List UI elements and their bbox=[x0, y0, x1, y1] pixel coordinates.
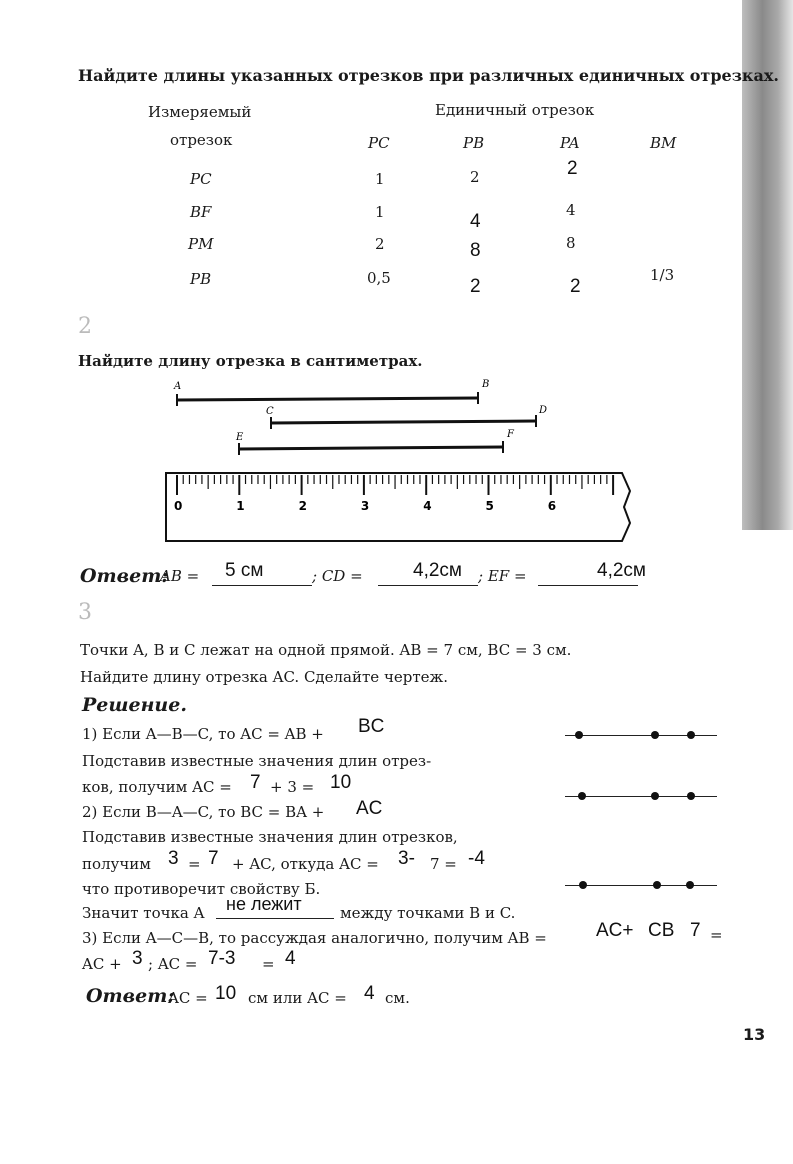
ans-text-a: AC = bbox=[168, 989, 208, 1007]
task3-number: 3 bbox=[78, 600, 92, 625]
s6-text-c: + AC, откуда AC = bbox=[232, 855, 379, 873]
s1-text: 1) Если A—B—C, то AC = AB + bbox=[82, 725, 324, 743]
ruler-number: 5 bbox=[485, 499, 494, 513]
row-name: PB bbox=[190, 270, 212, 288]
label-f: F bbox=[507, 429, 514, 440]
ruler-number: 3 bbox=[360, 499, 370, 513]
s3-text-a: ков, получим AC = bbox=[82, 778, 232, 796]
unit-header-pb: PB bbox=[463, 134, 485, 152]
cell: 1 bbox=[375, 170, 385, 188]
s7-text: что противоречит свойству Б. bbox=[82, 880, 321, 898]
s4-text: 2) Если B—A—C, то BC = BA + bbox=[82, 803, 325, 821]
s10-text-b: ; AC = bbox=[148, 955, 198, 973]
task3-line2: Найдите длину отрезка AC. Сделайте чертеж. bbox=[80, 668, 449, 686]
ruler-number: 1 bbox=[236, 499, 245, 513]
row-name: BF bbox=[190, 203, 212, 221]
segment-cd bbox=[271, 415, 536, 429]
ans-fill1: 10 bbox=[215, 983, 237, 1004]
label-a: A bbox=[174, 381, 182, 392]
ruler-number: 6 bbox=[547, 499, 557, 513]
s10-text-a: AC + bbox=[82, 955, 122, 973]
s6-text-a: получим bbox=[82, 855, 151, 873]
col-unit-header: Единичный отрезок bbox=[435, 101, 595, 119]
label-d: D bbox=[539, 405, 548, 416]
ruler-figure bbox=[160, 375, 640, 555]
ef-label: ; EF = bbox=[478, 567, 527, 585]
ans-text-c: см. bbox=[385, 989, 410, 1007]
cell: 0,5 bbox=[367, 269, 391, 287]
unit-header-pc: PC bbox=[368, 134, 390, 152]
s10-fill3: 4 bbox=[285, 948, 296, 969]
label-c: C bbox=[266, 406, 274, 417]
handwritten-cell: 2 bbox=[570, 276, 581, 297]
cell: 2 bbox=[470, 168, 480, 186]
cell: 2 bbox=[375, 235, 385, 253]
cd-label: ; CD = bbox=[312, 567, 363, 585]
cell: 8 bbox=[566, 234, 576, 252]
s6-fill3: 3- bbox=[398, 848, 415, 869]
ans-text-b: см или AC = bbox=[248, 989, 347, 1007]
ab-label: AB = bbox=[160, 567, 200, 585]
diagram2-point bbox=[651, 792, 659, 800]
s6-fill1: 3 bbox=[168, 848, 179, 869]
s9-fill3: 7 bbox=[690, 920, 701, 941]
page-number: 13 bbox=[743, 1025, 766, 1044]
row-name: PM bbox=[188, 235, 214, 253]
s10-fill2: 7-3 bbox=[208, 948, 236, 969]
s3-fill2: 10 bbox=[330, 772, 352, 793]
s9-fill2: CB bbox=[648, 920, 675, 941]
task2-number: 2 bbox=[78, 314, 92, 339]
cell: 1 bbox=[375, 203, 385, 221]
cell: 1/3 bbox=[650, 266, 675, 284]
s8-text-a: Значит точка A bbox=[82, 904, 205, 922]
solution-label: Решение. bbox=[82, 694, 187, 716]
s3-text-b: + 3 = bbox=[270, 778, 315, 796]
diagram3-point bbox=[653, 881, 661, 889]
diagram2-point bbox=[578, 792, 586, 800]
s6-text-b: = bbox=[188, 855, 201, 873]
label-e: E bbox=[236, 432, 244, 443]
unit-header-pa: PA bbox=[560, 134, 580, 152]
s9-text-a: 3) Если A—C—B, то рассуждая аналогично, получим AB = bbox=[82, 929, 547, 947]
segment-ab bbox=[177, 392, 478, 406]
s5-text: Подставив известные значения длин отрезков, bbox=[82, 828, 458, 846]
col-measured-line1: Измеряемый bbox=[148, 103, 252, 121]
col-measured-line2: отрезок bbox=[170, 131, 233, 149]
segment-ef bbox=[239, 441, 503, 455]
handwritten-cell: 2 bbox=[470, 276, 481, 297]
task2-answer-label: Ответ: bbox=[80, 565, 169, 587]
unit-header-bm: BM bbox=[650, 134, 677, 152]
s2-text: Подставив известные значения длин отрез- bbox=[82, 752, 432, 770]
handwritten-cell: 2 bbox=[567, 158, 578, 179]
label-b: B bbox=[482, 379, 490, 390]
s6-text-d: 7 = bbox=[430, 855, 457, 873]
ruler-number: 4 bbox=[423, 499, 432, 513]
ans-fill2: 4 bbox=[364, 983, 375, 1004]
handwritten-cell: 8 bbox=[470, 240, 481, 261]
diagram3-point bbox=[579, 881, 587, 889]
diagram3-point bbox=[686, 881, 694, 889]
task3-answer-label: Ответ: bbox=[86, 985, 175, 1007]
s8-text-b: между точками B и C. bbox=[340, 904, 516, 922]
s9-fill1: AC+ bbox=[596, 920, 634, 941]
ruler-number: 0 bbox=[174, 499, 183, 513]
ruler-number: 2 bbox=[298, 499, 307, 513]
ef-value: 4,2см bbox=[597, 560, 646, 581]
diagram1-point bbox=[687, 731, 695, 739]
ab-value: 5 см bbox=[225, 560, 264, 581]
row-name: PC bbox=[190, 170, 212, 188]
diagram1-point bbox=[651, 731, 659, 739]
handwritten-cell: 4 bbox=[470, 211, 481, 232]
task2-title: Найдите длину отрезка в сантиметрах. bbox=[78, 352, 423, 370]
diagram1-point bbox=[575, 731, 583, 739]
diagram2-point bbox=[687, 792, 695, 800]
s10-text-c: = bbox=[262, 955, 275, 973]
s6-fill4: -4 bbox=[468, 848, 485, 869]
s9-text-b: = bbox=[710, 926, 723, 944]
diagram3-line bbox=[565, 885, 717, 886]
s6-fill2: 7 bbox=[208, 848, 219, 869]
s1-fill: BC bbox=[358, 716, 385, 737]
s4-fill: AC bbox=[356, 798, 383, 819]
cell: 4 bbox=[566, 201, 576, 219]
s10-fill1: 3 bbox=[132, 948, 143, 969]
s3-fill1: 7 bbox=[250, 772, 261, 793]
task3-line1: Точки A, B и C лежат на одной прямой. AB = 7 см, BC = 3 см. bbox=[80, 641, 572, 659]
s8-fill: не лежит bbox=[226, 894, 302, 914]
cd-value: 4,2см bbox=[413, 560, 462, 581]
task1-title: Найдите длины указанных отрезков при различных единичных отрезках. bbox=[78, 66, 779, 85]
